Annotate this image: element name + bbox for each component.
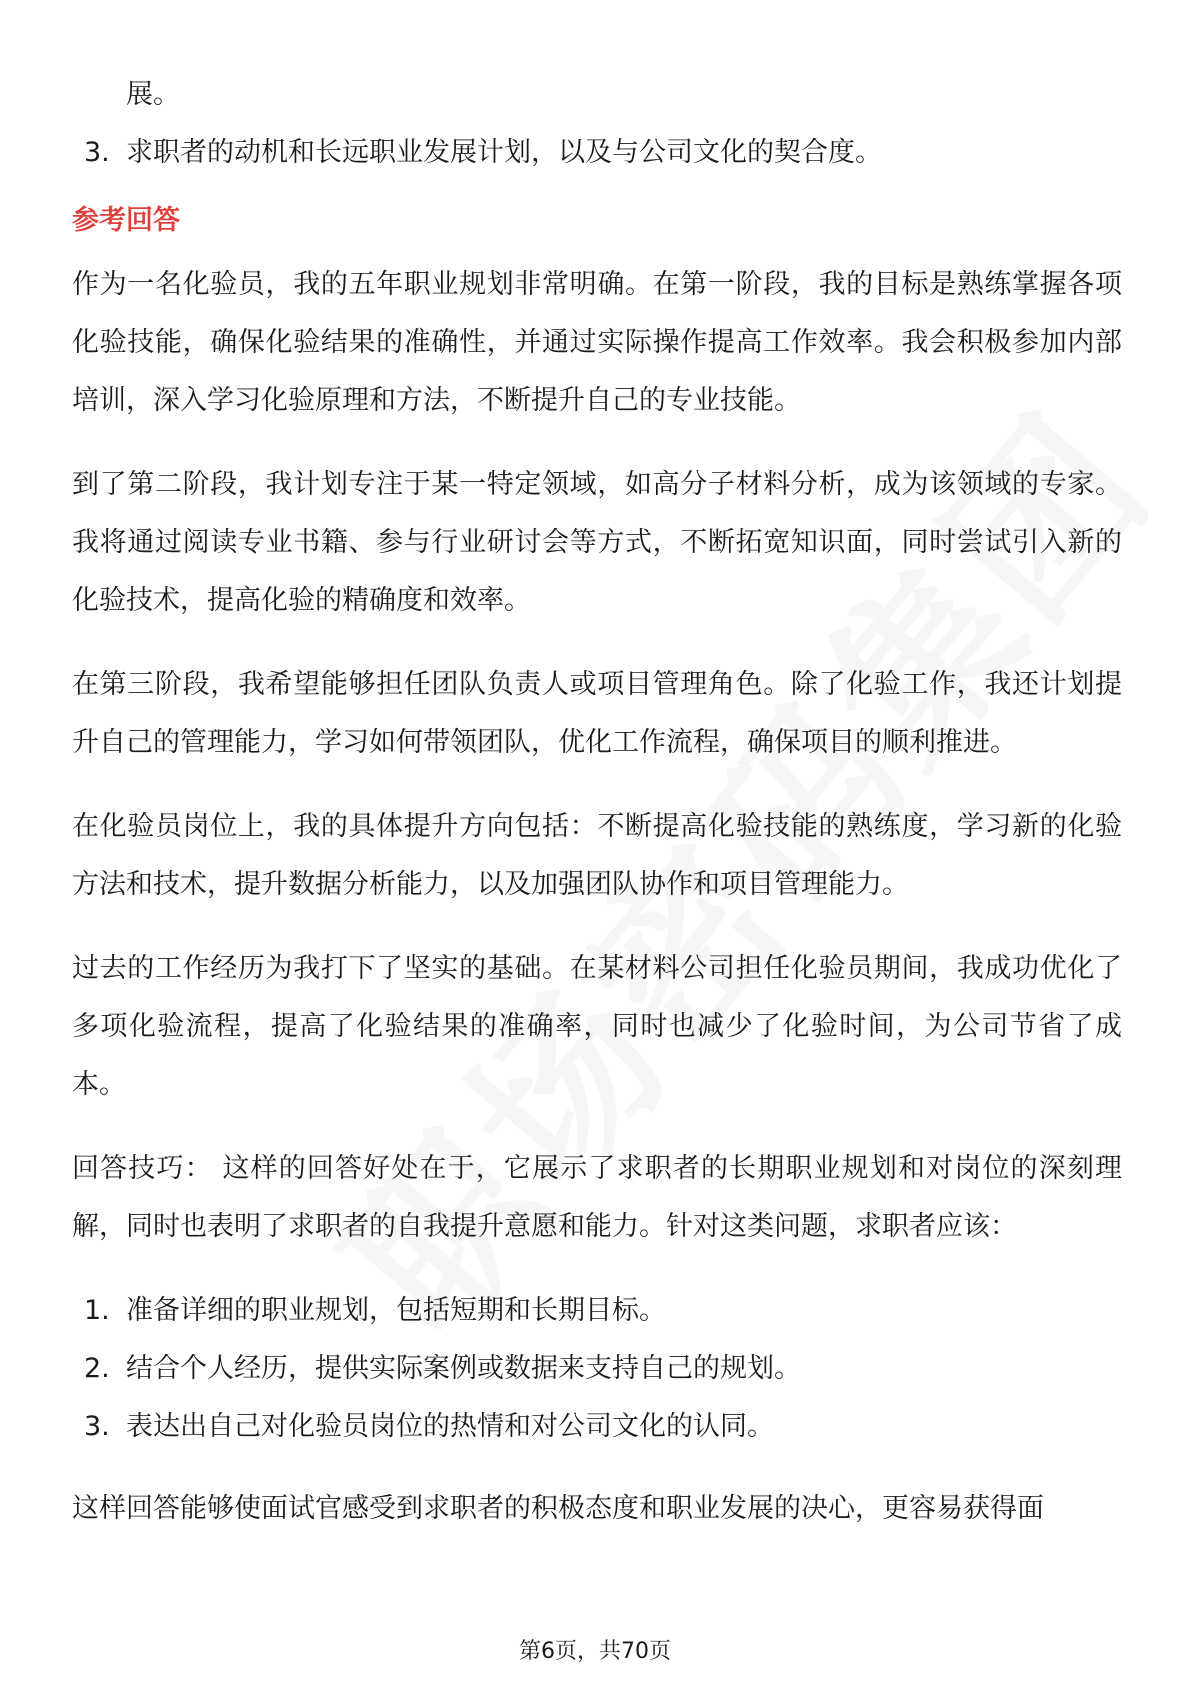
list-text: 结合个人经历，提供实际案例或数据来支持自己的规划。 bbox=[126, 1353, 801, 1384]
list-number: 3. bbox=[84, 1411, 110, 1442]
list-number: 1. bbox=[84, 1295, 110, 1326]
tips-paragraph: 回答技巧： 这样的回答好处在于，它展示了求职者的长期职业规划和对岗位的深刻理解，同时也表明了求职者的自我提升意愿和能力。针对这类问题，求职者应该： bbox=[72, 1153, 1122, 1242]
closing-paragraph: 这样回答能够使面试官感受到求职者的积极态度和职业发展的决心，更容易获得面 bbox=[72, 1493, 1044, 1524]
page-content bbox=[72, 66, 1122, 1564]
list-number: 3. bbox=[84, 137, 110, 168]
list-item bbox=[72, 1340, 1122, 1398]
list-text: 表达出自己对化验员岗位的热情和对公司文化的认同。 bbox=[126, 1411, 774, 1442]
page-number-footer: 第6页，共70页 bbox=[519, 1639, 671, 1664]
paragraph: 作为一名化验员，我的五年职业规划非常明确。在第一阶段，我的目标是熟练掌握各项化验技能，确保化验结果的准确性，并通过实际操作提高工作效率。我会积极参加内部培训，深入学习化验原理和方法，不断提升自己的专业技能。 bbox=[72, 269, 1122, 416]
list-text: 求职者的动机和长远职业发展计划，以及与公司文化的契合度。 bbox=[126, 137, 882, 168]
list-number: 2. bbox=[84, 1353, 110, 1384]
list-text: 准备详细的职业规划，包括短期和长期目标。 bbox=[126, 1295, 666, 1326]
list-item bbox=[72, 1282, 1122, 1340]
list-item bbox=[72, 124, 1122, 182]
paragraph: 在化验员岗位上，我的具体提升方向包括：不断提高化验技能的熟练度，学习新的化验方法和技术，提升数据分析能力，以及加强团队协作和项目管理能力。 bbox=[72, 811, 1122, 900]
list-item-continuation: 展。 bbox=[126, 79, 180, 110]
paragraph: 到了第二阶段，我计划专注于某一特定领域，如高分子材料分析，成为该领域的专家。我将通过阅读专业书籍、参与行业研讨会等方式，不断拓宽知识面，同时尝试引入新的化验技术，提高化验的精确度和效率。 bbox=[72, 469, 1122, 616]
section-heading: 参考回答 bbox=[72, 205, 180, 236]
tips-list bbox=[72, 1282, 1122, 1456]
paragraph: 在第三阶段，我希望能够担任团队负责人或项目管理角色。除了化验工作，我还计划提升自己的管理能力，学习如何带领团队，优化工作流程，确保项目的顺利推进。 bbox=[72, 669, 1122, 758]
paragraph: 过去的工作经历为我打下了坚实的基础。在某材料公司担任化验员期间，我成功优化了多项化验流程，提高了化验结果的准确率，同时也减少了化验时间，为公司节省了成本。 bbox=[72, 953, 1122, 1100]
list-item bbox=[72, 1398, 1122, 1456]
